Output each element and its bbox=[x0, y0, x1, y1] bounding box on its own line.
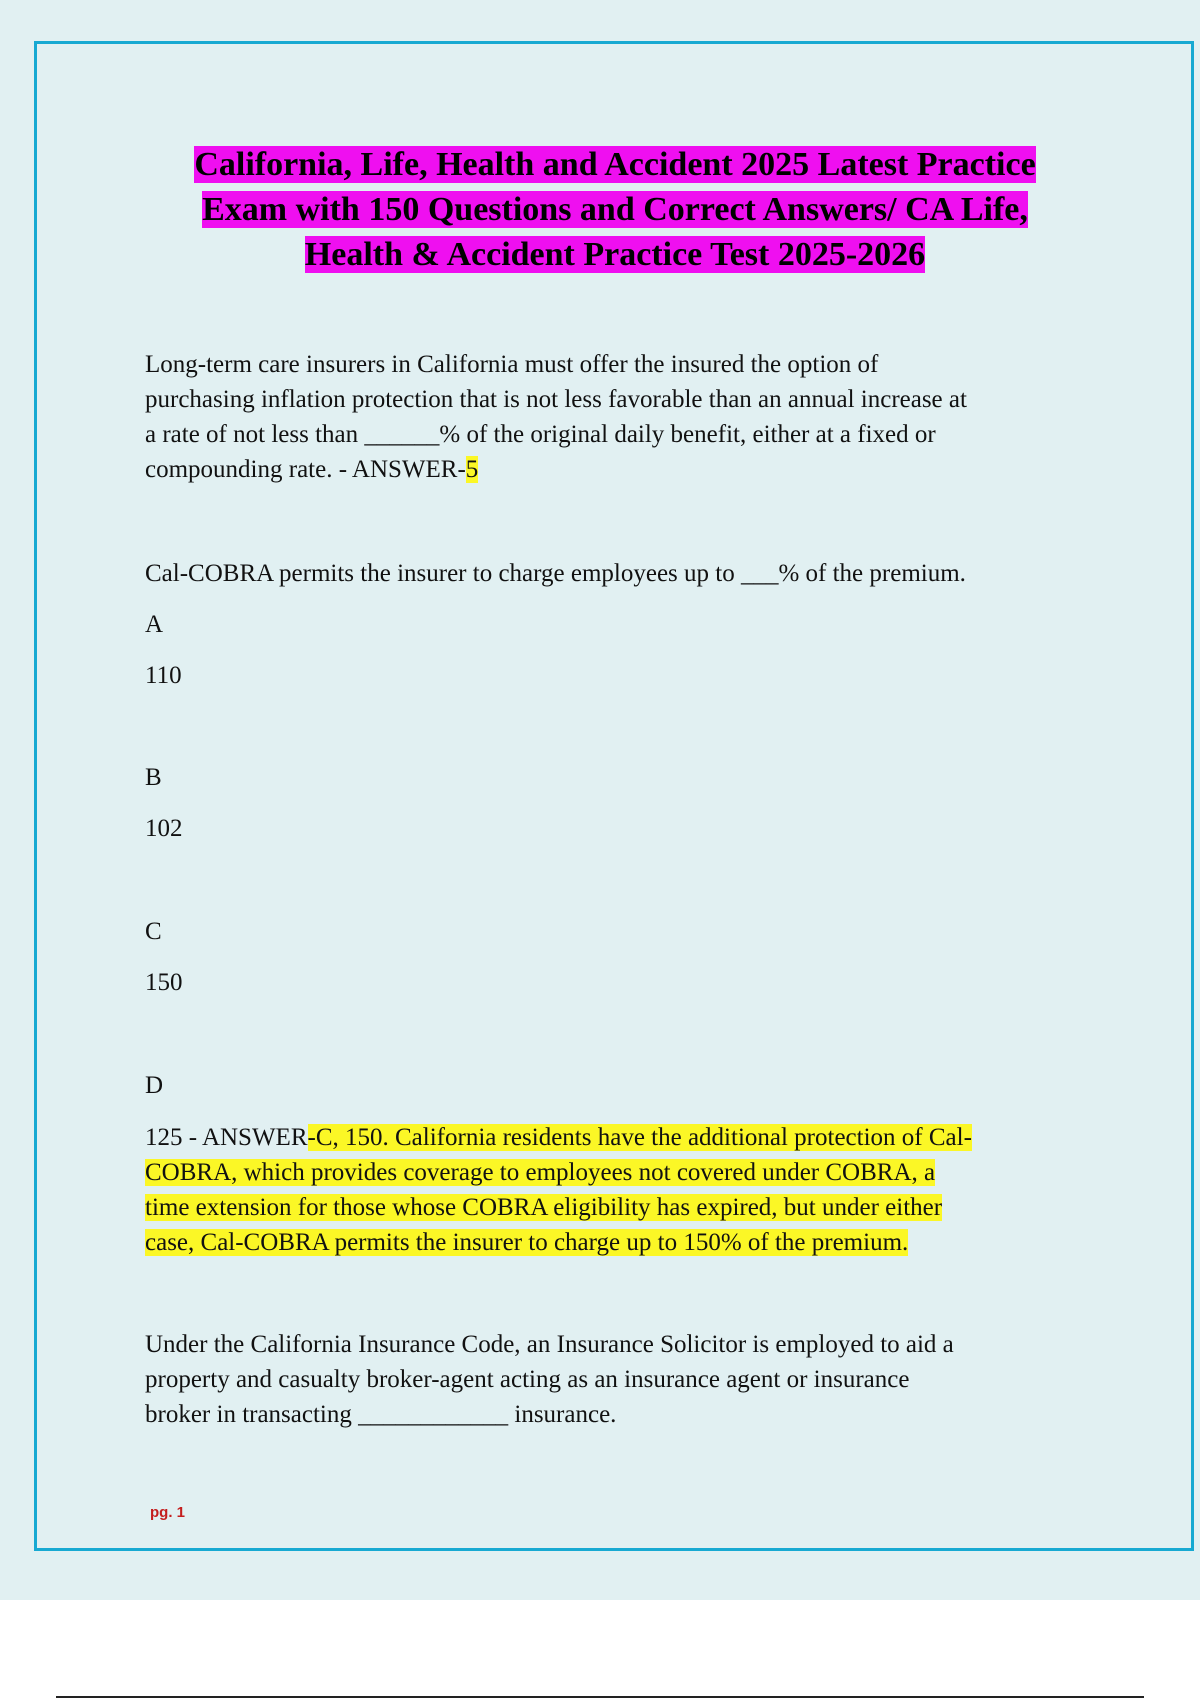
answer-line-1: -C, 150. California residents have the additional protection of Cal- bbox=[307, 1124, 972, 1151]
question-3 bbox=[145, 1327, 1105, 1432]
question-2-text: Cal-COBRA permits the insurer to charge employees up to ___% of the premium. bbox=[145, 560, 966, 587]
document-title bbox=[120, 142, 1110, 277]
title-line-2: Exam with 150 Questions and Correct Answers/ CA Life, bbox=[202, 191, 1028, 228]
question-3-line-1: Under the California Insurance Code, an Insurance Solicitor is employed to aid a bbox=[145, 1331, 954, 1358]
question-1-line-4: compounding rate. - ANSWER- bbox=[145, 456, 466, 483]
option-d-value: 125 bbox=[145, 1124, 183, 1151]
answer-line-3: time extension for those whose COBRA eligibility has expired, but under either bbox=[145, 1194, 943, 1221]
answer-prefix: - ANSWER bbox=[182, 1124, 308, 1151]
title-line-1: California, Life, Health and Accident 2025 Latest Practice bbox=[194, 146, 1036, 183]
title-line-3: Health & Accident Practice Test 2025-2026 bbox=[304, 236, 926, 273]
option-c-value: 150 bbox=[145, 969, 183, 996]
question-1-line-2: purchasing inflation protection that is not less favorable than an annual increase at bbox=[145, 386, 967, 413]
question-1 bbox=[145, 347, 1105, 487]
answer-line-4: case, Cal-COBRA permits the insurer to charge up to 150% of the premium. bbox=[145, 1229, 909, 1256]
option-a-value: 110 bbox=[145, 662, 182, 689]
question-3-line-3: broker in transacting ____________ insurance. bbox=[145, 1401, 617, 1428]
question-3-line-2: property and casualty broker-agent acting as an insurance agent or insurance bbox=[145, 1366, 910, 1393]
option-b-value: 102 bbox=[145, 815, 183, 842]
question-1-line-3: a rate of not less than ______% of the original daily benefit, either at a fixed or bbox=[145, 421, 936, 448]
option-d-letter: D bbox=[145, 1072, 164, 1099]
footer-divider bbox=[56, 1696, 1144, 1698]
question-1-line-1: Long-term care insurers in California must offer the insured the option of bbox=[145, 351, 879, 378]
option-a-letter: A bbox=[145, 611, 164, 638]
page-number: pg. 1 bbox=[150, 1504, 186, 1521]
question-1-answer: 5 bbox=[465, 456, 479, 483]
question-2-answer bbox=[145, 1120, 1105, 1260]
option-b-letter: B bbox=[145, 764, 162, 791]
option-c-letter: C bbox=[145, 918, 162, 945]
answer-line-2: COBRA, which provides coverage to employees not covered under COBRA, a bbox=[145, 1159, 936, 1186]
